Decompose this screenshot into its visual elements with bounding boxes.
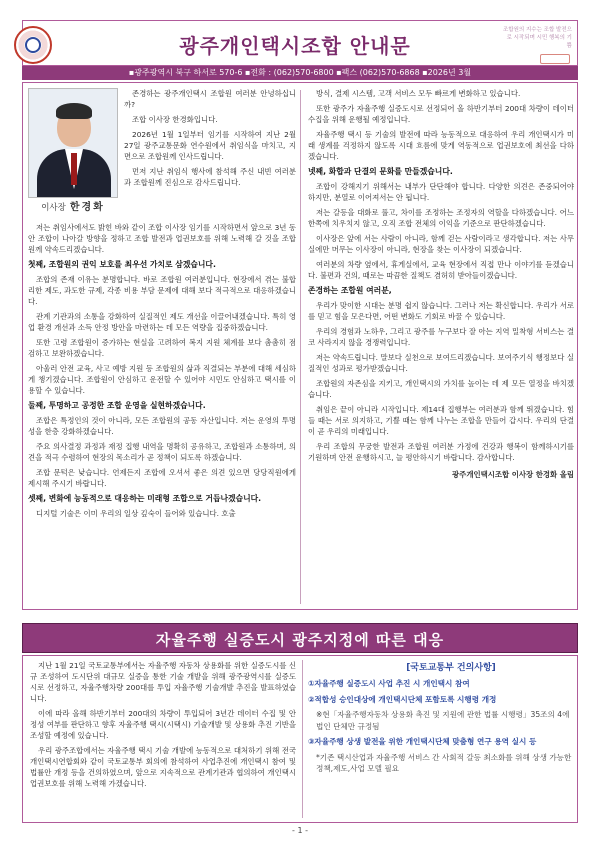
section-heading: 넷째, 화합과 단결의 문화를 만들겠습니다. <box>308 167 453 176</box>
left-column-text <box>28 222 296 523</box>
stamp-icon <box>540 54 570 64</box>
paragraph: 우리가 맞이한 시대는 분명 쉽지 않습니다. 그러나 저는 확신합니다. 우리가 서로를 믿고 힘을 모은다면, 어떤 변화도 기회로 바꿀 수 있습니다. <box>308 301 574 321</box>
intro-paragraph: 먼저 지난 취임식 행사에 참석해 주신 내빈 여러분과 조합원께 진심으로 감사드립니다. <box>124 167 296 187</box>
page-title: 광주개인택시조합 안내문 <box>179 34 411 58</box>
proposal-item: ②적합성 승인대상에 개인택시단체 포함토록 시행령 개정 <box>308 694 497 704</box>
photo-caption: 이사장 한경화 <box>41 202 105 213</box>
intro-text <box>124 88 296 192</box>
chairman-photo <box>28 88 118 198</box>
paragraph: 아울러 안전 교육, 사고 예방 지원 등 조합원의 삶과 직결되는 부분에 대해 세심하게 챙기겠습니다. 조합원이 안심하고 운전할 수 있어야 시민도 안심하고 택시를 이용할 수 있습니다. <box>28 364 296 395</box>
paragraph: 우리의 경험과 노하우, 그리고 광주를 누구보다 잘 아는 지역 밀착형 서비스는 결코 사라지지 않을 경쟁력입니다. <box>308 327 574 347</box>
proposal-note: ※현「자율주행자동차 상용화 촉진 및 지원에 관한 법률 시행령」35조의 4에 법인 단체만 규정됨 <box>316 710 570 731</box>
paragraph: 관계 기관과의 소통을 강화하여 실질적인 제도 개선을 이끌어내겠습니다. 특히 영업 환경 개선과 소득 안정 방안을 마련하는 데 모든 역량을 집중하겠습니다. <box>28 312 296 332</box>
paragraph: 주요 의사결정 과정과 재정 집행 내역을 명확히 공유하고, 조합원과 소통하며, 의견을 적극 수렴하여 현장의 목소리가 곧 정책이 되도록 하겠습니다. <box>28 442 296 462</box>
paragraph: 우리 조합의 무궁한 발전과 조합원 여러분 가정에 건강과 행복이 함께하시기를 기원하며 안전 운행하시고, 늘 평안하시기 바랍니다. 감사합니다. <box>308 442 574 462</box>
paragraph: 이사장은 앞에 서는 사람이 아니라, 함께 걷는 사람이라고 생각합니다. 저는 사무실에만 머무는 이사장이 아니라, 현장을 찾는 이사장이 되겠습니다. <box>308 234 574 254</box>
section-heading: 셋째, 변화에 능동적으로 대응하는 미래형 조합으로 거듭나겠습니다. <box>28 494 262 503</box>
proposal-item: ③자율주행 상생 발전을 위한 개인택시단체 맞춤형 연구 용역 실시 등 <box>308 737 537 746</box>
paragraph: 조합은 특정인의 것이 아니라, 모든 조합원의 공동 자산입니다. 저는 운영의 투명성을 한층 강화하겠습니다. <box>28 416 296 436</box>
paragraph: 조합이 강해지기 위해서는 내부가 단단해야 합니다. 다양한 의견은 존중되어야 하지만, 분열로 이어져서는 안 됩니다. <box>308 182 574 202</box>
right-column-text <box>308 88 574 484</box>
contact-bar: ▪광주광역시 북구 하서로 570-6 ▪전화 : (062)570-6800 ▪팩스 (062)570-6868 ▪2026년 3월 <box>22 66 578 80</box>
paragraph: 조합 문턱은 낮습니다. 언제든지 조합에 오셔서 좋은 의견 있으면 당당직원에게 제시해 주시기 바랍니다. <box>28 468 296 488</box>
section-heading: 존경하는 조합원 여러분, <box>308 286 392 295</box>
intro-paragraph: 존경하는 광주개인택시 조합원 여러분 안녕하십니까? <box>124 89 296 109</box>
section2-paragraph: 우리 광주조합에서는 자율주행 택시 기술 개발에 능동적으로 대처하기 위해 전국개인택시연합회와 같이 국토교통부 회의에 참석하여 사업추진에 개인택시 참여 및 법률안 개정 등을 건의하였으며, 앞으로 지속적으로 관계기관과 협의하여 개인택시 업권보호를 위해 노력해 가겠습니다. <box>30 746 296 788</box>
section2-title: 자율주행 실증도시 광주지정에 따른 대응 <box>155 631 445 649</box>
union-logo-icon <box>14 26 52 64</box>
section2-divider <box>302 660 303 818</box>
paragraph: 여러분의 차량 옆에서, 휴게실에서, 교육 현장에서 직접 만나 이야기를 듣겠습니다. 불편과 건의, 때로는 따끔한 질책도 겸허히 받아들이겠습니다. <box>308 260 574 280</box>
paragraph: 저는 갈등을 대화로 풀고, 차이를 조정하는 조정자의 역할을 다하겠습니다. 어느 한쪽에 치우치지 않고, 오직 조합 전체의 이익을 기준으로 판단하겠습니다. <box>308 208 574 228</box>
stamp-text: 조합원의 지수는 조합 발전으로 시작되며 시민 행복의 기쁨 <box>502 26 572 66</box>
intro-paragraph: 조합 이사장 한경화입니다. <box>132 115 218 124</box>
proposal-note: *기존 택시산업과 자율주행 서비스 간 사회적 갈등 최소화를 위해 상생 가능한 정책,제도,사업 모델 필요 <box>316 752 572 773</box>
intro-paragraph: 2026년 1월 1일부터 임기를 시작하여 지난 2월 27일 광주교통문화 연수원에서 취임식을 마치고, 지면으로 조합원께 인사드립니다. <box>124 130 296 161</box>
section2-paragraph: 이에 따라 올해 하반기부터 200대의 차량이 투입되어 3년간 데이터 수집 및 안정성 여부를 판단하고 향후 자율주행 택시(시택시) 기술개발 및 상용화 추진 기반을 조성할 예정에 있습니다. <box>30 709 296 740</box>
paragraph: 디지털 기술은 이미 우리의 일상 깊숙이 들어와 있습니다. 호출 <box>36 509 236 518</box>
paragraph: 또한 광주가 자율주행 실증도시로 선정되어 올 하반기부터 200대 차량이 데이터 수집을 위해 운행될 예정입니다. <box>308 104 574 124</box>
section2-paragraph: 지난 1월 21일 국토교통부에서는 자율주행 자동차 상용화를 위한 실증도시를 신규 조성하여 도시단위 대규모 실증을 통한 기술 개발을 위해 광주광역시를 실증도시로 선정하고, 자율주행차량 200대를 투입 자율주행 기술개발 추진을 발표하였습니다. <box>30 661 296 703</box>
paragraph: 방식, 결제 시스템, 고객 서비스 모두 빠르게 변화하고 있습니다. <box>316 89 521 98</box>
proposal-list <box>308 678 572 779</box>
proposal-title: [국토교통부 건의사항] <box>406 663 496 673</box>
column-divider <box>300 90 301 604</box>
page-number: - 1 - <box>292 826 308 835</box>
section2-body <box>30 660 296 793</box>
paragraph: 자율주행 택시 등 기술의 발전에 따라 능동적으로 대응하여 우리 개인택시가 미래 생계를 걱정하지 않도록 시대 흐름에 맞게 역동적으로 업권보호에 최선을 다하겠습니다. <box>308 130 574 161</box>
signature-line: 광주개인택시조합 이사장 한경화 올림 <box>452 470 574 479</box>
paragraph: 취임은 끝이 아니라 시작입니다. 제14대 집행부는 여러분과 함께 뛰겠습니다. 힘들 때는 서로 의지하고, 기쁠 때는 함께 나누는 조합을 만들어 갑시다. 우리의 단결이 곧 우리의 미래입니다. <box>308 405 574 436</box>
section-heading: 둘째, 투명하고 공정한 조합 운영을 실현하겠습니다. <box>28 401 206 410</box>
paragraph: 조합원의 자존심을 지키고, 개인택시의 가치를 높이는 데 제 모든 열정을 바치겠습니다. <box>308 379 574 399</box>
paragraph: 저는 약속드립니다. 말보다 실천으로 보여드리겠습니다. 보여주기식 행정보다 실질적인 성과로 평가받겠습니다. <box>308 353 574 373</box>
paragraph: 저는 취임사에서도 밝힌 바와 같이 조합 이사장 임기를 시작하면서 앞으로 3년 동안 조합이 나아갈 방향을 정하고 조합 발전과 업권보호를 위해 노력해 갈 것을 조합원께 약속드리겠습니다. <box>28 223 296 254</box>
section-heading: 첫째, 조합원의 권익 보호를 최우선 가치로 삼겠습니다. <box>28 260 216 269</box>
paragraph: 또한 고령 조합원이 증가하는 현실을 고려하여 복지 지원 체계를 보다 촘촘히 점검하고 보완하겠습니다. <box>28 338 296 358</box>
paragraph: 조합의 존재 이유는 분명합니다. 바로 조합원 여러분입니다. 현장에서 겪는 불합리한 제도, 과도한 규제, 각종 비용 부담 문제에 대해 보다 적극적으로 대응하겠습니다. <box>28 275 296 306</box>
proposal-item: ①자율주행 실증도시 사업 추진 시 개인택시 참여 <box>308 679 470 688</box>
